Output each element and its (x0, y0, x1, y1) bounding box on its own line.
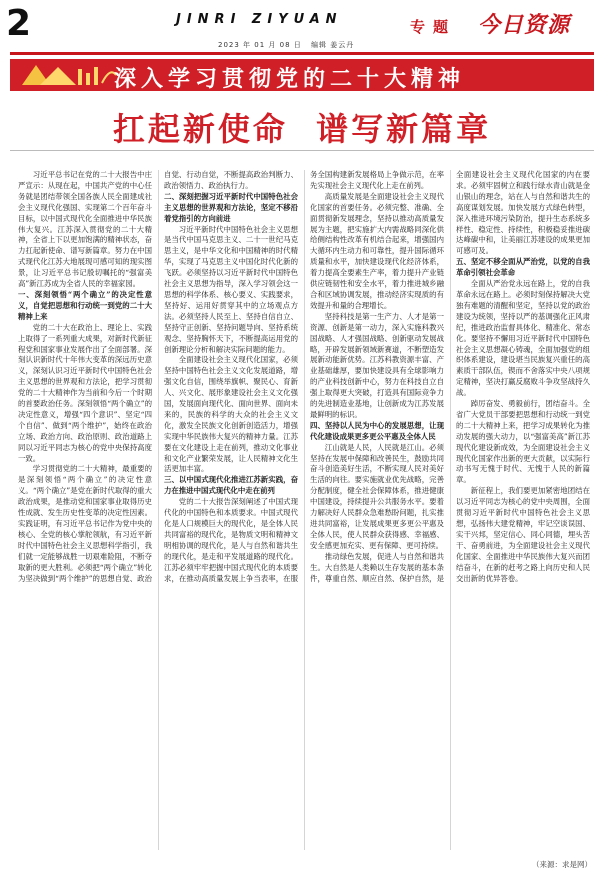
body-paragraph: 坚持科技是第一生产力、人才是第一资源、创新是第一动力，深入实施科教兴国战略、人才强国战略、创新驱动发展战略，开辟发展新领域新赛道，不断塑造发展新动能新优势。江苏科教资源丰富、产业基础雄厚，要加快建设具有全球影响力的产业科技创新中心，努力在科技自立自强上取得更大突破，打造具有国际竞争力的先进制造业基地，让创新成为江苏发展最鲜明的标识。 (310, 311, 444, 419)
section-subheading: 三、以中国式现代化推进江苏新实践，奋力在推进中国式现代化中走在前列 (164, 475, 298, 496)
body-paragraph: 习近平总书记在党的二十大报告中庄严宣示：从现在起，中国共产党的中心任务就是团结带领全国各族人民全面建成社会主义现代化强国、实现第二个百年奋斗目标，以中国式现代化全面推进中华民族伟大复兴。江苏深入贯彻党的二十大精神，全省上下以更加饱满的精神状态，奋力扛起新使命、谱写新篇章。努力在中国式现代化江苏大地展现可感可知的现实图景，让习近平总书记殷切嘱托的“强富美高”新江苏成为全省人民的幸福家园。 (18, 170, 152, 289)
body-paragraph: 习近平新时代中国特色社会主义思想是当代中国马克思主义、二十一世纪马克思主义，是中华文化和中国精神的时代精华，实现了马克思主义中国化时代化新的飞跃。必须坚持以习近平新时代中国特色社会主义思想为指导，深入学习领会这一思想的科学体系、核心要义、实践要求，坚持好、运用好贯穿其中的立场观点方法。必须坚持人民至上、坚持自信自立、坚持守正创新、坚持问题导向、坚持系统观念、坚持胸怀天下，不断提高运用党的创新理论分析和解决实际问题的能力。 (164, 224, 298, 354)
article-body (18, 170, 590, 850)
section-label: 专题 (410, 18, 457, 36)
body-paragraph: 江山就是人民，人民就是江山。必须坚持在发展中保障和改善民生，鼓励共同奋斗创造美好生活，不断实现人民对美好生活的向往。要实施就业优先战略，完善分配制度，健全社会保障体系，推进健康中国建设，持续提升公共服务水平。要着力解决好人民群众急难愁盼问题，扎实推进共同富裕，让发展成果更多更公平惠及全体人民，使人民群众获得感、幸福感、安全感更加充实、更有保障、更可持续。 (310, 442, 444, 550)
page-header (0, 0, 604, 62)
headline-divider (10, 150, 594, 151)
body-paragraph: 党的二十大报告深刻阐述了中国式现代化的中国特色和本质要求。中国式现代化是人口规模巨大的现代化，是全体人民共同富裕的现代化，是物质文明和精神文明相协调的现代化，是人与自然和谐共生的现代化，是走和平发展道路的现代化。江苏必须牢牢把握中国式现代化的本质要求，在推动高质量发展上争当表率，在服务全国构建新发展格局上争做示范，在率先实现社会主义现代化上走在前列。 (164, 170, 444, 583)
body-paragraph: 高质量发展是全面建设社会主义现代化国家的首要任务。必须完整、准确、全面贯彻新发展理念，坚持以推动高质量发展为主题，把实施扩大内需战略同深化供给侧结构性改革有机结合起来，增强国内大循环内生动力和可靠性，提升国际循环质量和水平，加快建设现代化经济体系，着力提高全要素生产率，着力提升产业链供应链韧性和安全水平，着力推进城乡融合和区域协调发展，推动经济实现质的有效提升和量的合理增长。 (310, 191, 444, 310)
body-paragraph: 推动绿色发展，促进人与自然和谐共生。大自然是人类赖以生存发展的基本条件，尊重自然、顺应自然、保护自然，是全面建设社会主义现代化国家的内在要求。必须牢固树立和践行绿水青山就是金山银山的理念，站在人与自然和谐共生的高度谋划发展。加快发展方式绿色转型，深入推进环境污染防治，提升生态系统多样性、稳定性、持续性，积极稳妥推进碳达峰碳中和，让美丽江苏建设的成果更加可感可及。 (310, 170, 590, 583)
body-paragraph: 学习贯彻党的二十大精神，最重要的是深刻领悟“两个确立”的决定性意义。“两个确立”是党在新时代取得的重大政治成果，是推动党和国家事业取得历史性成就、发生历史性变革的决定性因素。实践证明，有习近平总书记作为党中央的核心、全党的核心掌舵领航，有习近平新时代中国特色社会主义思想科学指引，我们就一定能够战胜一切艰难险阻，不断夺取新的更大胜利。必须把“两个确立”转化为坚决做到“两个维护”的思想自觉、政治自觉、行动自觉，不断提高政治判断力、政治领悟力、政治执行力。 (18, 170, 298, 583)
issue-line (218, 40, 360, 50)
banner-text: 深入学习贯彻党的二十大精神 (114, 67, 466, 92)
header-divider (10, 52, 594, 55)
body-paragraph: 全面从严治党永远在路上，党的自我革命永远在路上。必须时刻保持解决大党独有难题的清醒和坚定，坚持以党的政治建设为统领，坚持以严的基调强化正风肃纪，推进政治监督具体化、精准化、常态化。要坚持不懈用习近平新时代中国特色社会主义思想凝心铸魂，全面加强党的组织体系建设，建设堪当民族复兴重任的高素质干部队伍，锲而不舍落实中央八项规定精神，坚决打赢反腐败斗争攻坚战持久战。 (456, 279, 590, 398)
body-paragraph: 党的二十大在政治上、理论上、实践上取得了一系列重大成果，对新时代新征程党和国家事业发展作出了全面部署。深刻认识新时代十年伟大变革的深远历史意义，深刻认识习近平新时代中国特色社会主义思想的世界观和方法论，把学习贯彻党的二十大精神作为当前和今后一个时期的首要政治任务。深刻领悟“两个确立”的决定性意义，增强“四个意识”、坚定“四个自信”、做到“两个维护”，始终在政治立场、政治方向、政治原则、政治道路上同以习近平同志为核心的党中央保持高度一致。 (18, 322, 152, 463)
body-paragraph: 全面建设社会主义现代化国家，必须坚持中国特色社会主义文化发展道路，增强文化自信，围绕举旗帜、聚民心、育新人、兴文化、展形象建设社会主义文化强国，发展面向现代化、面向世界、面向未来的，民族的科学的大众的社会主义文化，激发全民族文化创新创造活力，增强实现中华民族伟大复兴的精神力量。江苏要在文化建设上走在前列，推动文化事业和文化产业繁荣发展，让人民精神文化生活更加丰富。 (164, 355, 298, 474)
section-subheading: 二、深刻把握习近平新时代中国特色社会主义思想的世界观和方法论，坚定不移沿着党指引的方向前进 (164, 191, 298, 223)
paper-name: JINRI ZIYUAN (176, 12, 343, 27)
section-subheading: 一、深刻领悟“两个确立”的决定性意义，自觉把思想和行动统一到党的二十大精神上来 (18, 289, 152, 321)
page-number: 2 (6, 3, 32, 44)
section-subheading: 五、坚定不移全面从严治党，以党的自我革命引领社会革命 (456, 257, 590, 278)
theme-banner (10, 59, 594, 91)
editor-credit: 编辑 姜云丹 (311, 41, 355, 49)
body-paragraph: 踔厉奋发、勇毅前行，团结奋斗。全省广大党员干部要把思想和行动统一到党的二十大精神上来，把学习成果转化为推动发展的强大动力，以“强富美高”新江苏现代化建设新成效，为全面建设社会主义现代化国家作出新的更大贡献，以实际行动书写无愧于时代、无愧于人民的新篇章。 (456, 399, 590, 485)
section-subheading: 四、坚持以人民为中心的发展思想，让现代化建设成果更多更公平惠及全体人民 (310, 420, 444, 441)
article-headline: 扛起新使命 谱写新篇章 (112, 110, 492, 148)
article-source: （来源：求是网） (532, 860, 592, 869)
masthead-logo: 今日资源 (478, 12, 571, 38)
banner-emblem-icon (18, 63, 118, 87)
body-paragraph: 新征程上，我们要更加紧密地团结在以习近平同志为核心的党中央周围，全面贯彻习近平新时代中国特色社会主义思想，弘扬伟大建党精神，牢记空谈误国、实干兴邦，坚定信心、同心同德，埋头苦干、奋勇前进，为全面建设社会主义现代化国家、全面推进中华民族伟大复兴而团结奋斗，在新的赶考之路上向历史和人民交出新的优异答卷。 (456, 486, 590, 583)
issue-date: 2023 年 01 月 08 日 (218, 41, 302, 49)
